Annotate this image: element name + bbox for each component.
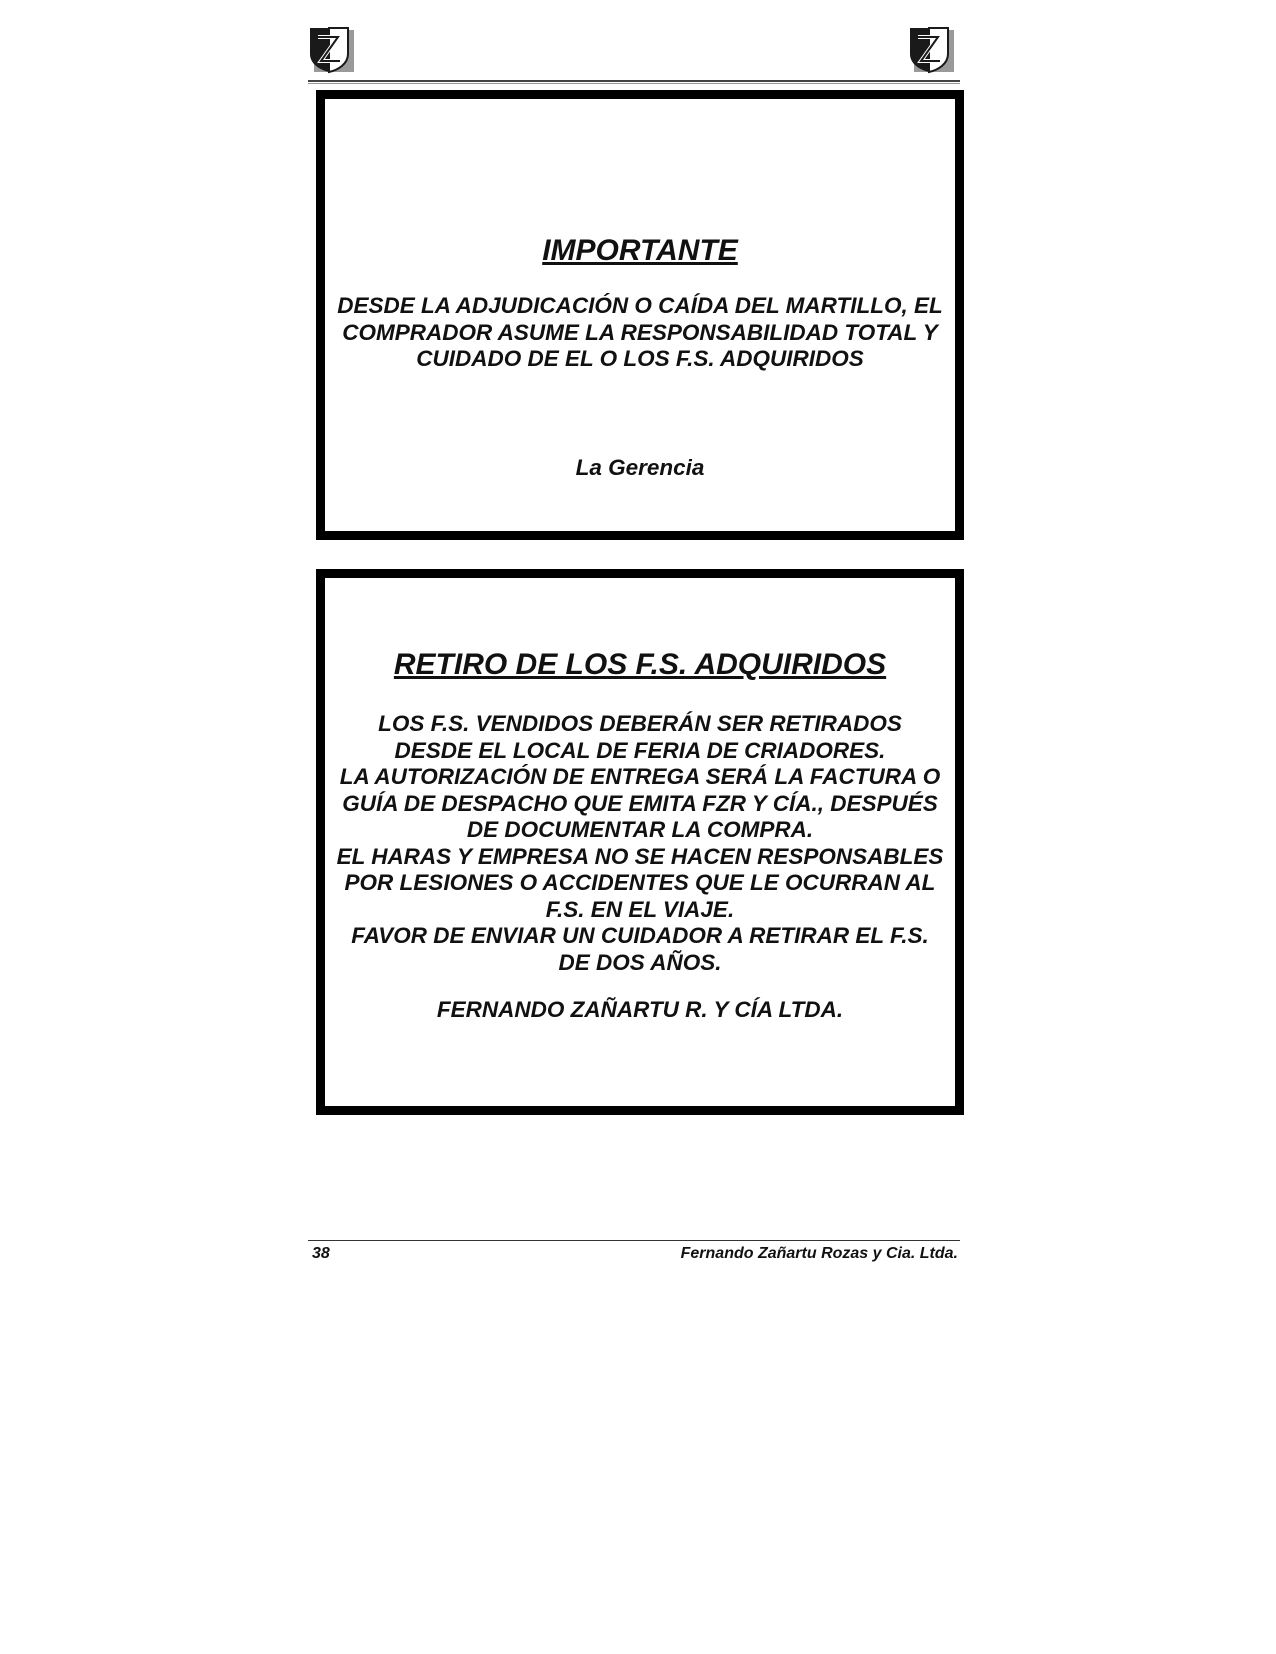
retiro-line: LA AUTORIZACIÓN DE ENTREGA SERÁ LA FACTURA O bbox=[339, 764, 941, 789]
retiro-title: RETIRO DE LOS F.S. ADQUIRIDOS bbox=[393, 648, 887, 681]
retiro-notice-box bbox=[316, 569, 964, 1115]
page-number: 38 bbox=[312, 1245, 330, 1262]
retiro-line: DE DOS AÑOS. bbox=[558, 949, 722, 975]
retiro-signature: FERNANDO ZAÑARTU R. Y CÍA LTDA. bbox=[436, 997, 844, 1022]
retiro-line: FAVOR DE ENVIAR UN CUIDADOR A RETIRAR EL F.S. bbox=[351, 923, 929, 948]
company-logo-icon bbox=[908, 24, 956, 74]
important-notice-box bbox=[316, 90, 964, 540]
important-line: CUIDADO DE EL O LOS F.S. ADQUIRIDOS bbox=[416, 346, 864, 371]
important-line: COMPRADOR ASUME LA RESPONSABILIDAD TOTAL Y bbox=[342, 319, 938, 345]
retiro-text bbox=[325, 711, 955, 976]
important-line: DESDE LA ADJUDICACIÓN O CAÍDA DEL MARTILLO, EL bbox=[337, 293, 943, 318]
important-title: IMPORTANTE bbox=[542, 234, 738, 267]
footer-divider bbox=[308, 1240, 960, 1241]
retiro-line: LOS F.S. VENDIDOS DEBERÁN SER RETIRADOS bbox=[378, 711, 902, 736]
retiro-line: DESDE EL LOCAL DE FERIA DE CRIADORES. bbox=[394, 737, 886, 763]
retiro-line: DE DOCUMENTAR LA COMPRA. bbox=[466, 817, 814, 842]
header-divider bbox=[308, 80, 960, 84]
important-text bbox=[325, 293, 955, 373]
retiro-line: F.S. EN EL VIAJE. bbox=[545, 896, 735, 922]
retiro-line: GUÍA DE DESPACHO QUE EMITA FZR Y CÍA., DESPUÉS bbox=[342, 790, 938, 816]
retiro-line: POR LESIONES O ACCIDENTES QUE LE OCURRAN AL bbox=[344, 870, 936, 895]
retiro-line: EL HARAS Y EMPRESA NO SE HACEN RESPONSABLES bbox=[336, 843, 944, 869]
important-signature: La Gerencia bbox=[575, 455, 705, 480]
footer-company-name: Fernando Zañartu Rozas y Cia. Ltda. bbox=[680, 1245, 958, 1262]
company-logo-icon bbox=[308, 24, 356, 74]
